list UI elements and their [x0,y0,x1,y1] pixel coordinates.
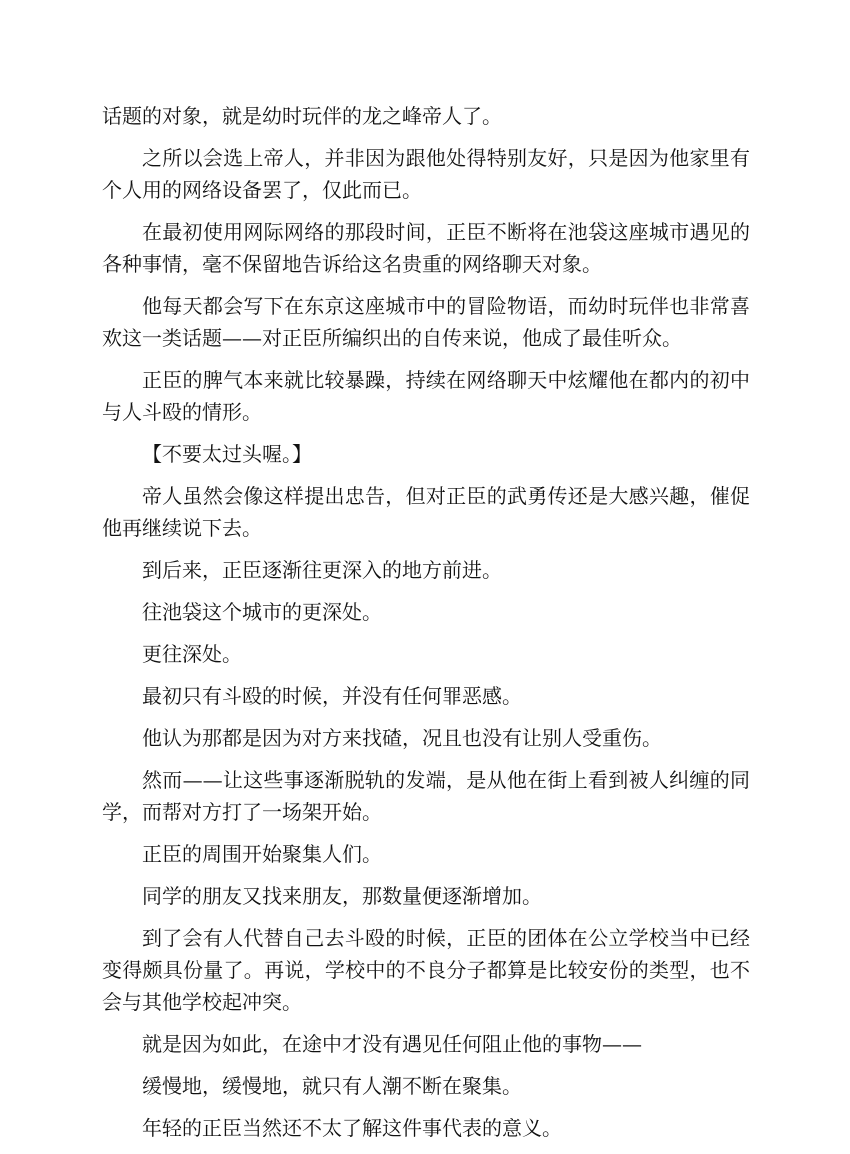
paragraph: 在最初使用网际网络的那段时间，正臣不断将在池袋这座城市遇见的各种事情，毫不保留地告诉给这名贵重的网络聊天对象。 [102,220,750,276]
paragraph: 他认为那都是因为对方来找碴，况且也没有让别人受重伤。 [142,726,662,750]
paragraph: 【不要太过头喔。】 [142,442,312,466]
paragraph: 到了会有人代替自己去斗殴的时候，正臣的团体在公立学校当中已经变得颇具份量了。再说，学校中的不良分子都算是比较安份的类型，也不会与其他学校起冲突。 [102,926,750,1014]
document-page [102,100,750,1154]
paragraph: 帝人虽然会像这样提出忠告，但对正臣的武勇传还是大感兴趣，催促他再继续说下去。 [102,484,750,540]
paragraph: 然而——让这些事逐渐脱轨的发端，是从他在街上看到被人纠缠的同学，而帮对方打了一场架开始。 [102,768,750,824]
paragraph: 同学的朋友又找来朋友，那数量便逐渐增加。 [142,884,542,908]
paragraph: 他每天都会写下在东京这座城市中的冒险物语，而幼时玩伴也非常喜欢这一类话题——对正臣所编织出的自传来说，他成了最佳听众。 [102,294,750,350]
paragraph: 年轻的正臣当然还不太了解这件事代表的意义。 [142,1116,562,1140]
paragraph: 之所以会选上帝人，并非因为跟他处得特别友好，只是因为他家里有个人用的网络设备罢了，仅此而已。 [102,146,750,202]
paragraph: 缓慢地，缓慢地，就只有人潮不断在聚集。 [142,1074,522,1098]
paragraph: 话题的对象，就是幼时玩伴的龙之峰帝人了。 [102,104,502,128]
paragraph: 到后来，正臣逐渐往更深入的地方前进。 [142,558,502,582]
paragraph: 正臣的周围开始聚集人们。 [142,842,382,866]
paragraph: 正臣的脾气本来就比较暴躁，持续在网络聊天中炫耀他在都内的初中与人斗殴的情形。 [102,368,750,424]
paragraph: 更往深处。 [142,642,242,666]
paragraph: 往池袋这个城市的更深处。 [142,600,382,624]
paragraph: 就是因为如此，在途中才没有遇见任何阻止他的事物—— [142,1032,642,1056]
paragraph: 最初只有斗殴的时候，并没有任何罪恶感。 [142,684,522,708]
